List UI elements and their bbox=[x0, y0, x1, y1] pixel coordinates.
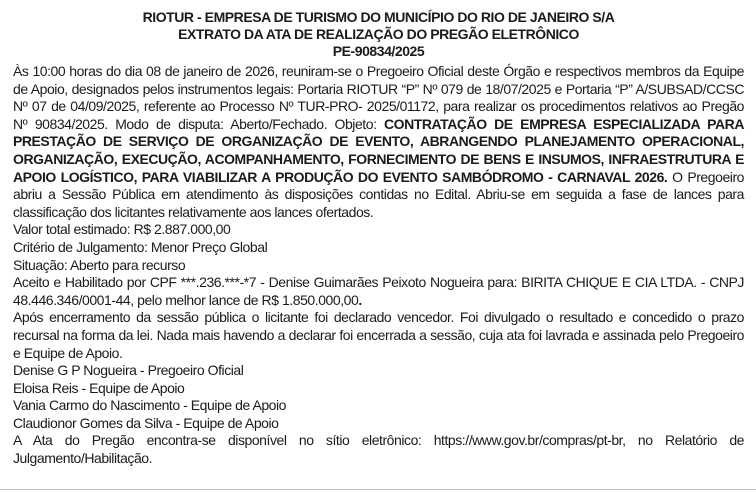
winner-paragraph bbox=[13, 274, 744, 309]
bold-text-run: CONTRATAÇÃO DE EMPRESA ESPECIALIZADA PARA PRESTAÇÃO DE SERVIÇO DE ORGANIZAÇÃO DE EVENTO, ABRANGENDO PLANEJAMENTO OPERACIONAL, ORGANIZAÇÃO, EXECUÇÃO, ACOMPANHAMENTO, FORNECIMENTO DE BENS E INSUMOS, INFRAESTRUTURA E APOIO LOGÍSTICO, PARA VIABILIZAR A PRODUÇÃO DO EVENTO SAMBÓDROMO - CARNAVAL 2026. bbox=[13, 115, 744, 185]
text-run: Vania Carmo do Nascimento - Equipe de Apoio bbox=[13, 397, 287, 414]
bottom-divider bbox=[0, 489, 756, 490]
text-run: Denise G P Nogueira - Pregoeiro Oficial bbox=[13, 362, 244, 379]
judgment-criteria-line bbox=[13, 239, 744, 257]
bold-text-run: . bbox=[358, 291, 362, 308]
document-body bbox=[13, 63, 744, 468]
opening-paragraph bbox=[13, 63, 744, 221]
closing-paragraph bbox=[13, 309, 744, 362]
text-run: Valor total estimado: R$ 2.887.000,00 bbox=[13, 221, 231, 238]
text-run: Claudionor Gomes da Silva - Equipe de Apoio bbox=[13, 414, 279, 431]
availability-paragraph bbox=[13, 432, 744, 467]
header-org-title: RIOTUR - EMPRESA DE TURISMO DO MUNICÍPIO DO RIO DE JANEIRO S/A bbox=[142, 9, 615, 25]
estimated-value-line bbox=[13, 221, 744, 239]
text-run: Situação: Aberto para recurso bbox=[13, 256, 186, 273]
document-header bbox=[13, 9, 744, 60]
header-doc-title: EXTRATO DA ATA DE REALIZAÇÃO DO PREGÃO ELETRÔNICO bbox=[178, 26, 579, 42]
text-run: O Pregoeiro abriu a Sessão Pública em atendimento às disposições contidas no Edital. Abriu-se em seguida a fase de lances para classificação dos licitantes relativamente aos lances ofertados. bbox=[13, 168, 744, 220]
signature-line-pregoeiro bbox=[13, 362, 744, 380]
text-run: Critério de Julgamento: Menor Preço Global bbox=[13, 238, 268, 255]
text-run: Aceito e Habilitado por CPF ***.236.***-*7 - Denise Guimarães Peixoto Nogueira para: BIRITA CHIQUE E CIA LTDA. - CNPJ 48.446.346/0001-44, pelo melhor lance de R$ 1.850.000,00 bbox=[13, 274, 744, 308]
signature-line-apoio-3 bbox=[13, 415, 744, 433]
status-line bbox=[13, 257, 744, 275]
signature-line-apoio-2 bbox=[13, 397, 744, 415]
text-run: Após encerramento da sessão pública o licitante foi declarado vencedor. Foi divulgado o resultado e concedido o prazo recursal na forma da lei. Nada mais havendo a declarar foi encerrada a sessão, cuja ata foi lavrada e assinada pelo Pregoeiro e Equipe de Apoio. bbox=[13, 309, 744, 361]
signature-line-apoio-1 bbox=[13, 380, 744, 398]
text-run: A Ata do Pregão encontra-se disponível no sítio eletrônico: https://www.gov.br/compras/pt-br, no Relatório de Julgamento/Habilitação. bbox=[13, 432, 744, 467]
text-run: Eloisa Reis - Equipe de Apoio bbox=[13, 379, 185, 396]
text-run: Às 10:00 horas do dia 08 de janeiro de 2026, reuniram-se o Pregoeiro Oficial deste Órgão e respectivos membros da Equipe de Apoio, designados pelos instrumentos legais: Portaria RIOTUR “P” Nº 079 de 18/07/2025 e Portaria “P” A/SUBSAD/CCSC Nº 07 de 04/09/2025, referente ao Processo Nº TUR-PRO- 2025/01172, para realizar os procedimentos relativos ao Pregão Nº 90834/2025. Modo de disputa: Aberto/Fechado. Objeto: bbox=[13, 63, 744, 132]
header-process-number: PE-90834/2025 bbox=[332, 43, 425, 59]
